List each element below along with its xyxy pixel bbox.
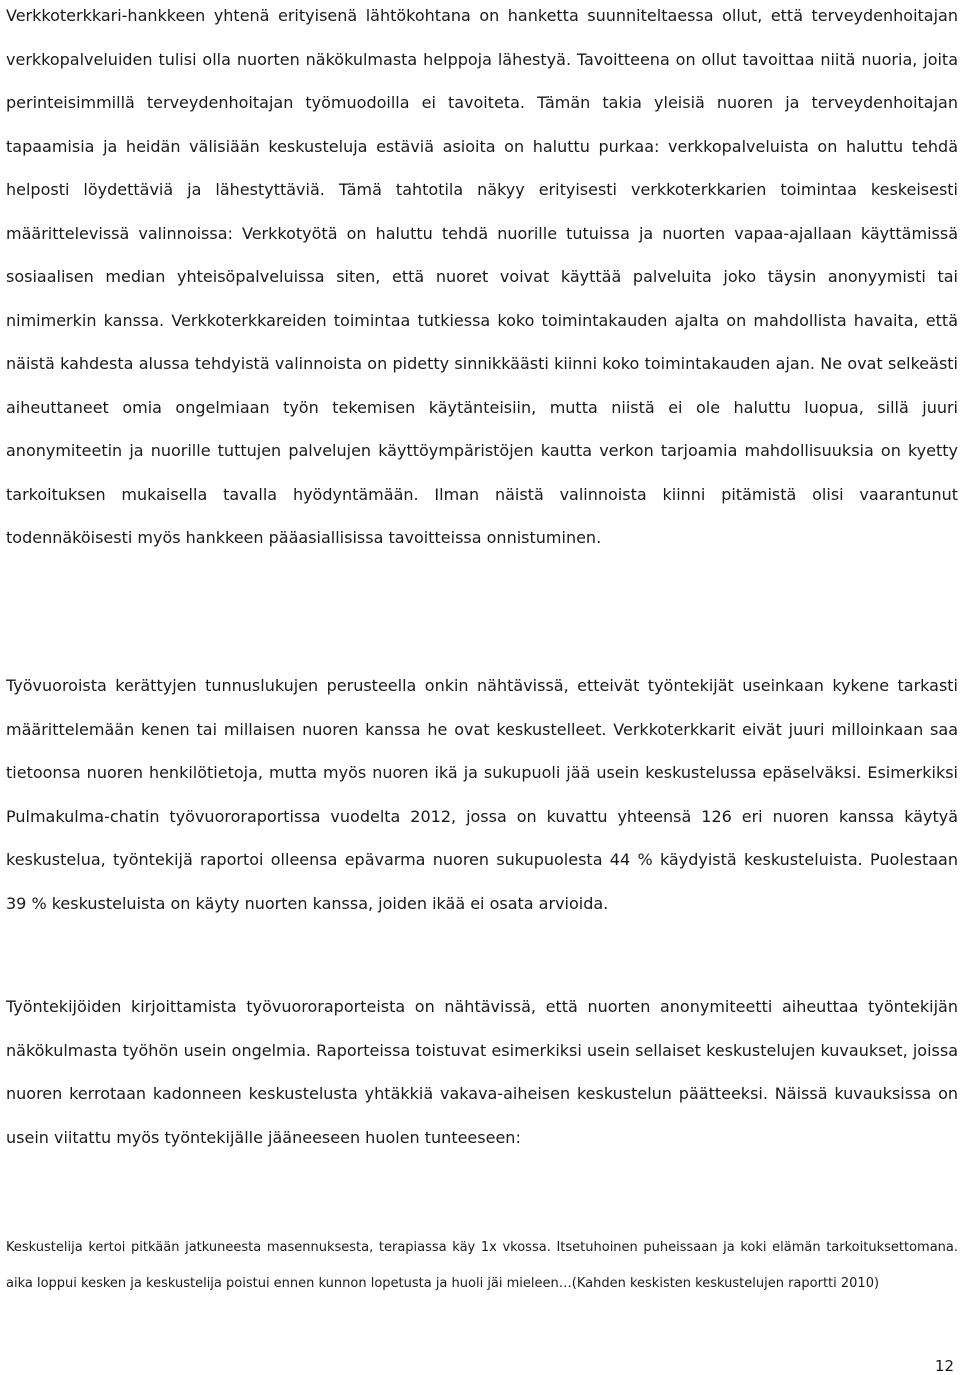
- body-paragraph-2: Työvuoroista kerättyjen tunnuslukujen perusteella onkin nähtävissä, etteivät työntekijät useinkaan kykene tarkasti määrittelemään kenen tai millaisen nuoren kanssa he ovat keskustelleet. Verkkoterkkarit eivät juuri milloinkaan saa tietoonsa nuoren henkilötietoja, mutta myös nuoren ikä ja sukupuoli jää usein keskustelussa epäselväksi. Esimerkiksi Pulmakulma-chatin työvuororaportissa vuodelta 2012, jossa on kuvattu yhteensä 126 eri nuoren kanssa käytyä keskustelua, työntekijä raportoi olleensa epävarma nuoren sukupuolesta 44 % käydyistä keskusteluista. Puolestaan 39 % keskusteluista on käyty nuorten kanssa, joiden ikää ei osata arvioida.: [6, 676, 958, 913]
- body-paragraph-1: Verkkoterkkari-hankkeen yhtenä erityisenä lähtökohtana on hanketta suunniteltaessa ollut, että terveydenhoitajan verkkopalveluiden tulisi olla nuorten näkökulmasta helppoja lähestyä. Tavoitteena on ollut tavoittaa niitä nuoria, joita perinteisimmillä terveydenhoitajan työmuodoilla ei tavoiteta. Tämän takia yleisiä nuoren ja terveydenhoitajan tapaamisia ja heidän välisiään keskusteluja estäviä asioita on haluttu purkaa: verkkopalveluista on haluttu tehdä helposti löydettäviä ja lähestyttäviä. Tämä tahtotila näkyy erityisesti verkkoterkkarien toimintaa keskeisesti määrittelevissä valinnoissa: Verkkotyötä on haluttu tehdä nuorille tutuissa ja nuorten vapaa-ajallaan käyttämissä sosiaalisen median yhteisöpalveluissa siten, että nuoret voivat käyttää palveluita joko täysin anonyymisti tai nimimerkin kanssa. Verkkoterkkareiden toimintaa tutkiessa koko toimintakauden ajalta on mahdollista havaita, että näistä kahdesta alussa tehdyistä valinnoista on pidetty sinnikkäästi kiinni koko toimintakauden ajan. Ne ovat selkeästi aiheuttaneet omia ongelmiaan työn tekemisen käytänteisiin, mutta niistä ei ole haluttu luopua, sillä juuri anonymiteetin ja nuorille tuttujen palvelujen käyttöympäristöjen kautta verkon tarjoamia mahdollisuuksia on kyetty tarkoituksen mukaisella tavalla hyödyntämään. Ilman näistä valinnoista kiinni pitämistä olisi vaarantunut todennäköisesti myös hankkeen pääasiallisissa tavoitteissa onnistuminen.: [6, 6, 958, 547]
- block-quote: Keskustelija kertoi pitkään jatkuneesta masennuksesta, terapiassa käy 1x vkossa. Itsetuhoinen puheissaan ja koki elämän tarkoituksettomana. aika loppui kesken ja keskustelija poistui ennen kunnon lopetusta ja huoli jäi mieleen…(Kahden keskisten keskustelujen raportti 2010): [6, 1240, 958, 1291]
- body-paragraph-3: Työntekijöiden kirjoittamista työvuororaporteista on nähtävissä, että nuorten anonymiteetti aiheuttaa työntekijän näkökulmasta työhön usein ongelmia. Raporteissa toistuvat esimerkiksi usein sellaiset keskustelujen kuvaukset, joissa nuoren kerrotaan kadonneen keskustelusta yhtäkkiä vakava-aiheisen keskustelun päätteeksi. Näissä kuvauksissa on usein viitattu myös työntekijälle jääneeseen huolen tunteeseen:: [6, 997, 958, 1147]
- page-number: 12: [934, 1357, 954, 1375]
